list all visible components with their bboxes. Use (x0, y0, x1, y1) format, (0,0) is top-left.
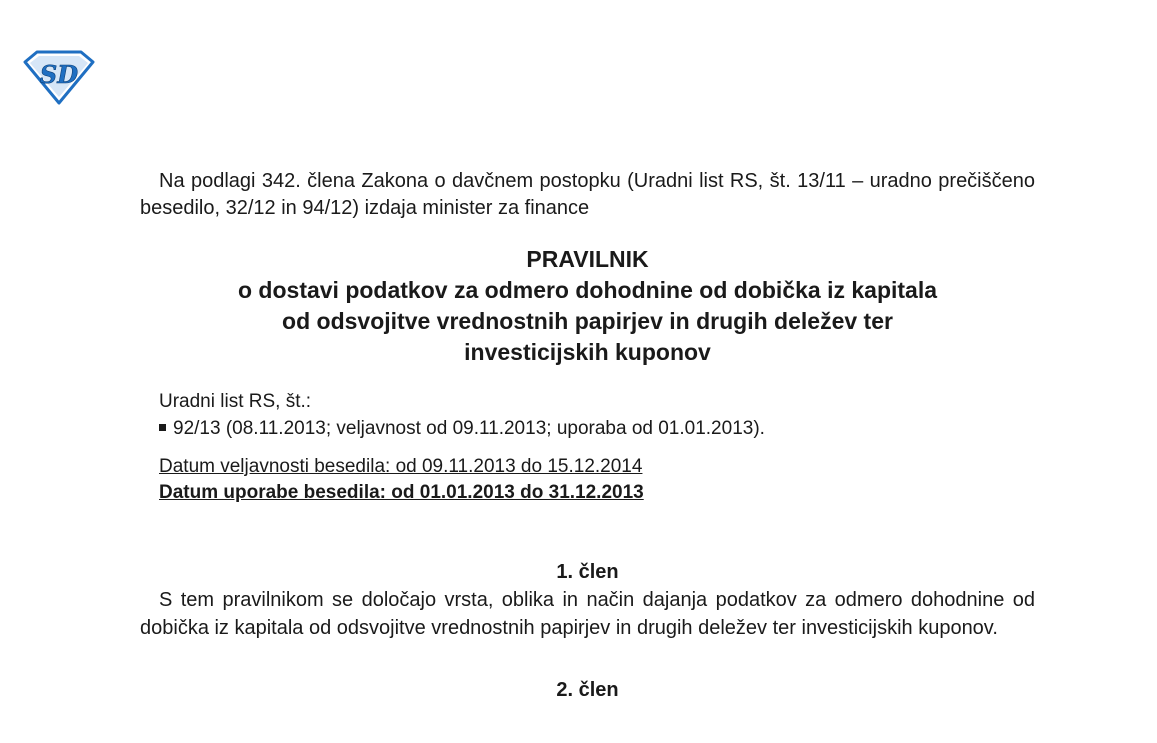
gazette-entry (159, 415, 1035, 442)
intro-paragraph: Na podlagi 342. člena Zakona o davčnem postopku (Uradni list RS, št. 13/11 – uradno prečiščeno besedilo, 32/12 in 94/12) izdaja minister za finance (140, 170, 1035, 219)
title-line-4: investicijskih kuponov (464, 339, 711, 365)
title-line-2: o dostavi podatkov za odmero dohodnine od dobička iz kapitala (237, 277, 938, 303)
document-title (140, 244, 1035, 368)
text-dates (140, 454, 1035, 506)
title-line-1: PRAVILNIK (526, 246, 649, 272)
title-line-3: od odsvojitve vrednostnih papirjev in drugih deležev ter (282, 308, 893, 334)
bullet-icon (159, 424, 166, 431)
sd-logo-icon (22, 50, 96, 106)
gazette-label: Uradni list RS, št.: (159, 391, 312, 412)
logo-lettering: SD (39, 60, 79, 89)
gazette-reference (140, 388, 1035, 442)
validity-date: Datum veljavnosti besedila: od 09.11.2013 do 15.12.2014 (159, 456, 643, 477)
article-2-heading: 2. člen (556, 679, 619, 701)
document-page (140, 168, 1035, 704)
article-1-text: S tem pravilnikom se določajo vrsta, oblika in način dajanja podatkov za odmero dohodnine od dobička iz kapitala od odsvojitve vrednostnih papirjev in drugih deležev ter investicijskih kuponov. (140, 589, 1035, 639)
application-date: Datum uporabe besedila: od 01.01.2013 do 31.12.2013 (159, 482, 644, 503)
gazette-entry-text: 92/13 (08.11.2013; veljavnost od 09.11.2013; uporaba od 01.01.2013). (173, 418, 765, 439)
article-1-heading: 1. člen (556, 561, 619, 583)
